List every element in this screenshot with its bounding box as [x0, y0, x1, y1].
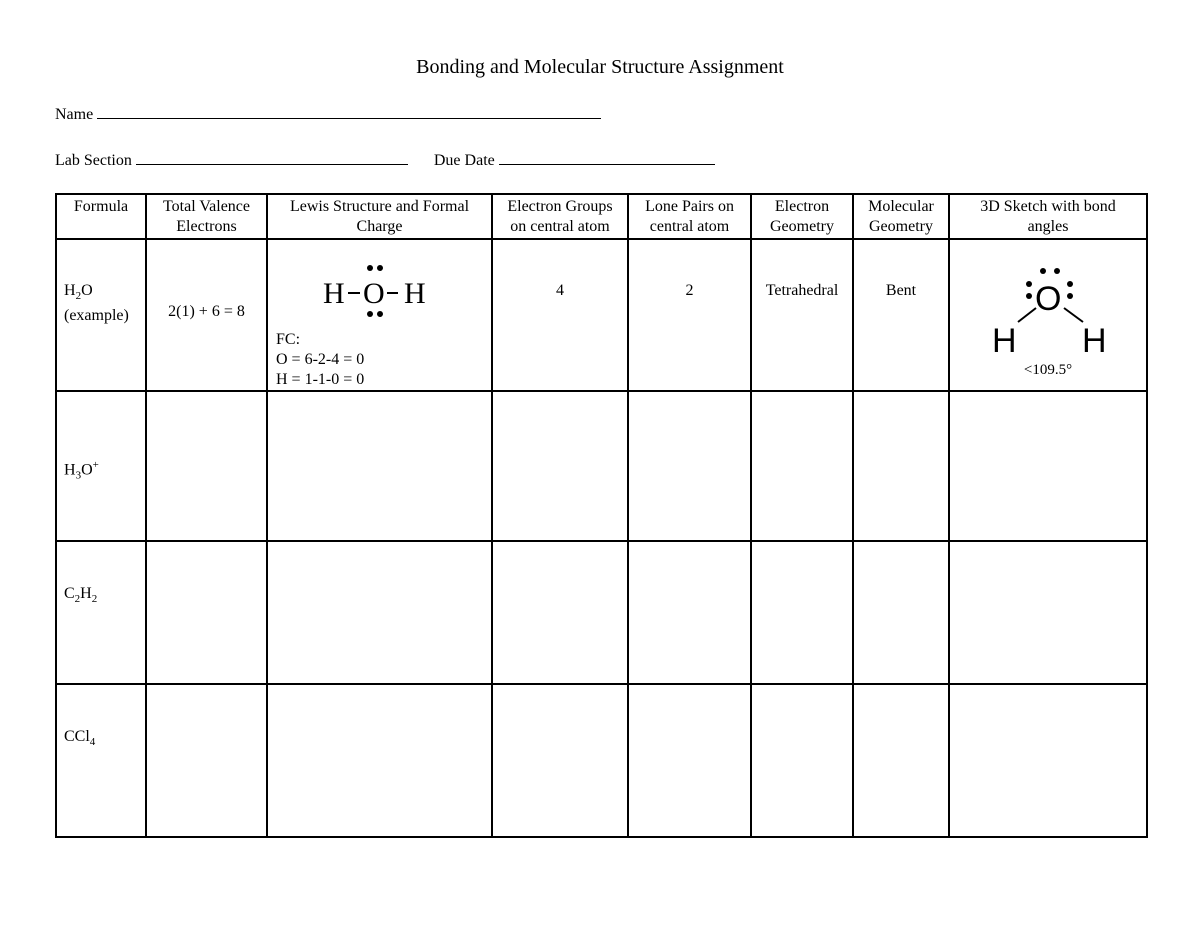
header-lewis: Lewis Structure and Formal Charge: [267, 194, 492, 239]
svg-text:H: H: [404, 277, 426, 310]
table-row: [56, 684, 1147, 837]
formula-cell: $H_2O$ (example): [56, 239, 146, 391]
electron-geometry-input-cell[interactable]: [751, 541, 853, 684]
electron-groups-input-cell[interactable]: [492, 541, 628, 684]
lewis-input-cell[interactable]: [267, 541, 492, 684]
svg-text:H: H: [1082, 322, 1107, 360]
electron-groups-cell: 4: [492, 239, 628, 391]
electron-groups-input-cell[interactable]: [492, 391, 628, 541]
formula-cell: CCl$_4$: [56, 684, 146, 837]
sketch-input-cell[interactable]: [949, 541, 1147, 684]
svg-text:O: O: [1035, 280, 1062, 318]
assignment-table: [55, 193, 1148, 838]
valence-input-cell[interactable]: [146, 391, 267, 541]
header-electron-geometry: Electron Geometry: [751, 194, 853, 239]
lewis-cell: [267, 239, 492, 391]
header-molecular-geometry: Molecular Geometry: [853, 194, 949, 239]
lab-section-field: [55, 150, 715, 170]
sketch-input-cell[interactable]: [949, 684, 1147, 837]
electron-geometry-input-cell[interactable]: [751, 684, 853, 837]
lone-pairs-input-cell[interactable]: [628, 684, 751, 837]
lab-section-label: Lab Section: [55, 152, 132, 169]
formula-cell: $C_2H_2$: [56, 541, 146, 684]
sketch-cell: [949, 239, 1147, 391]
sketch-input-cell[interactable]: [949, 391, 1147, 541]
formal-charge-text: FC: O = 6-2-4 = 0 H = 1-1-0 = 0: [276, 331, 365, 388]
lone-pairs-cell: 2: [628, 239, 751, 391]
svg-text:H: H: [323, 277, 345, 310]
bond-angle-label: <109.5°: [1023, 362, 1073, 378]
lone-pairs-input-cell[interactable]: [628, 391, 751, 541]
header-3d-sketch: 3D Sketch with bond angles: [949, 194, 1147, 239]
formula-cell: $H_3O^+$: [56, 391, 146, 541]
lewis-input-cell[interactable]: [267, 391, 492, 541]
svg-text:O: O: [363, 277, 385, 310]
header-lone-pairs: Lone Pairs on central atom: [628, 194, 751, 239]
valence-input-cell[interactable]: [146, 541, 267, 684]
name-blank[interactable]: [97, 104, 601, 119]
valence-cell: 2(1) + 6 = 8: [146, 239, 267, 391]
page-title: Bonding and Molecular Structure Assignment: [416, 56, 784, 78]
due-date-blank[interactable]: [499, 150, 715, 165]
name-field: [55, 104, 601, 124]
lone-pairs-input-cell[interactable]: [628, 541, 751, 684]
lab-section-blank[interactable]: [136, 150, 408, 165]
molecular-geometry-input-cell[interactable]: [853, 391, 949, 541]
electron-groups-input-cell[interactable]: [492, 684, 628, 837]
due-date-label: Due Date: [433, 152, 495, 169]
header-electron-groups: Electron Groups on central atom: [492, 194, 628, 239]
electron-geometry-input-cell[interactable]: [751, 391, 853, 541]
name-label: Name: [55, 106, 94, 123]
molecular-geometry-input-cell[interactable]: [853, 684, 949, 837]
table-row: [56, 391, 1147, 541]
molecular-geometry-cell: Bent: [853, 239, 949, 391]
header-valence: Total Valence Electrons: [146, 194, 267, 239]
lewis-structure-diagram: [318, 258, 438, 328]
valence-input-cell[interactable]: [146, 684, 267, 837]
electron-geometry-cell: Tetrahedral: [751, 239, 853, 391]
header-row: [56, 194, 1147, 239]
svg-text:H: H: [992, 322, 1017, 360]
lewis-input-cell[interactable]: [267, 684, 492, 837]
header-formula: Formula: [56, 194, 146, 239]
molecular-geometry-input-cell[interactable]: [853, 541, 949, 684]
table-row-example: [56, 239, 1147, 391]
3d-sketch-diagram: [980, 260, 1120, 360]
table-row: [56, 541, 1147, 684]
